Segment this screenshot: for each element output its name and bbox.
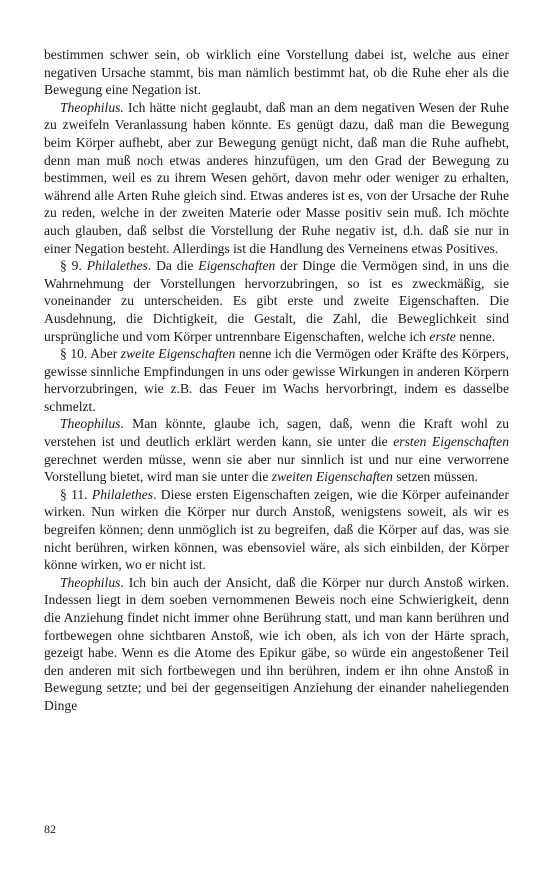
text-run: . Da die (147, 258, 199, 274)
paragraph (44, 46, 509, 99)
italic-text: ersten Eigenschaften (393, 434, 509, 450)
text-run: gerechnet werden müsse, wenn sie aber nur sinnlich ist und nur eine verworrene Vorstellung bietet, wird man sie unter die (44, 451, 509, 485)
italic-text: Theophilus (60, 416, 121, 432)
text-run: § 10. Aber (60, 346, 121, 362)
text-run: . Diese ersten Eigenschaften zeigen, wie die Körper aufeinander wirken. Nun wirken die Körper nur durch Anstoß, wenigstens soweit, als wir es begreifen können; denn unmöglich ist zu begreifen, daß die Körper auf das, was sie nicht berühren, wirken können, was ebensoviel wäre, als sich einbilden, der Körper könne wirken, wo er nicht ist. (44, 486, 509, 573)
page-number: 82 (44, 822, 56, 836)
italic-text: zweiten Eigenschaften (271, 469, 393, 485)
text-run: nenne. (455, 328, 496, 344)
italic-text: Philalethes (86, 258, 148, 274)
paragraph (44, 574, 509, 715)
text-run: bestimmen schwer sein, ob wirklich eine Vorstellung dabei ist, welche aus einer negativen Ursache stammt, bis man nämlich bestimmt hat, ob die Ruhe eher als die Bewegung eine Negation ist. (44, 47, 509, 98)
italic-text: Philalethes (91, 486, 154, 502)
italic-text: erste (429, 328, 456, 344)
paragraph (44, 99, 509, 257)
italic-text: zweite Eigenschaften (120, 346, 236, 362)
italic-text: Eigenschaften (198, 258, 276, 274)
page-text-block (44, 46, 509, 715)
text-run: . Ich bin auch der Ansicht, daß die Körper nur durch Anstoß wirken. Indessen liegt in dem soeben vernommenen Beweis noch eine Schwierigkeit, denn die Anziehung findet nicht immer ohne Berührung statt, und man kann berühren und fortbewegen ohne sichtbaren Anstoß, wie ich oben, als ich von der Härte sprach, gezeigt habe. Wenn es die Atome des Epikur gäbe, so würde ein angestoßener Teil den anderen mit sich fortbewegen und ihn berühren, indem er ihn ohne Anstoß in Bewegung setzte; und bei der gegenseitigen Anziehung der einander naheliegenden Dinge (44, 574, 509, 713)
text-run: setzen müssen. (392, 469, 478, 485)
text-run: § 9. (60, 258, 87, 274)
text-run: . Man könnte, glaube ich, sagen, daß, wenn die Kraft wohl zu verstehen ist und deutlich erklärt werden kann, sie unter die (44, 416, 509, 450)
text-run: nenne ich die Vermögen oder Kräfte des Körpers, gewisse sinnliche Empfindungen in uns oder gewisse Wirkungen in anderen Körpern hervorzubringen, wie z.B. das Feuer im Wachs hervorbringt, indem es dasselbe schmelzt. (44, 346, 509, 414)
text-run: Ich hätte nicht geglaubt, daß man an dem negativen Wesen der Ruhe zu zweifeln Veranlassung haben könnte. Es genügt dazu, daß man die Bewegung beim Körper aufhebt, aber zur Bewegung genügt nicht, daß man die Ruhe aufhebt, denn man muß noch etwas anderes hinzufügen, um den Grad der Bewegung zu bestimmen, weil es zu ihrem Wesen gehört, davon mehr oder weniger zu erhalten, während alle Arten Ruhe gleich sind. Etwas anderes ist es, von der Ursache der Ruhe zu reden, welche in der zweiten Materie oder Masse positiv sein muß. Ich möchte auch glauben, daß selbst die Vorstellung der Ruhe negativ ist, d.h. daß sie nur in einer Negation besteht. Allerdings ist die Handlung des Verneinens etwas Positives. (44, 99, 509, 256)
text-run: § 11. (60, 486, 92, 502)
paragraph (44, 257, 509, 345)
paragraph (44, 415, 509, 485)
text-run: der Dinge die Vermögen sind, in uns die Wahrnehmung der Vorstellungen hervorzubringen, so ist es zweckmäßig, sie voneinander zu unterscheiden. Es gibt erste und zweite Eigenschaften. Die Ausdehnung, die Dichtigkeit, die Gestalt, die Zahl, die Beweglichkeit sind ursprüngliche und vom Körper untrennbare Eigenschaften, welche ich (44, 258, 509, 344)
italic-text: Theophilus. (60, 99, 124, 115)
italic-text: Theophilus (60, 574, 121, 590)
paragraph (44, 486, 509, 574)
paragraph (44, 345, 509, 415)
